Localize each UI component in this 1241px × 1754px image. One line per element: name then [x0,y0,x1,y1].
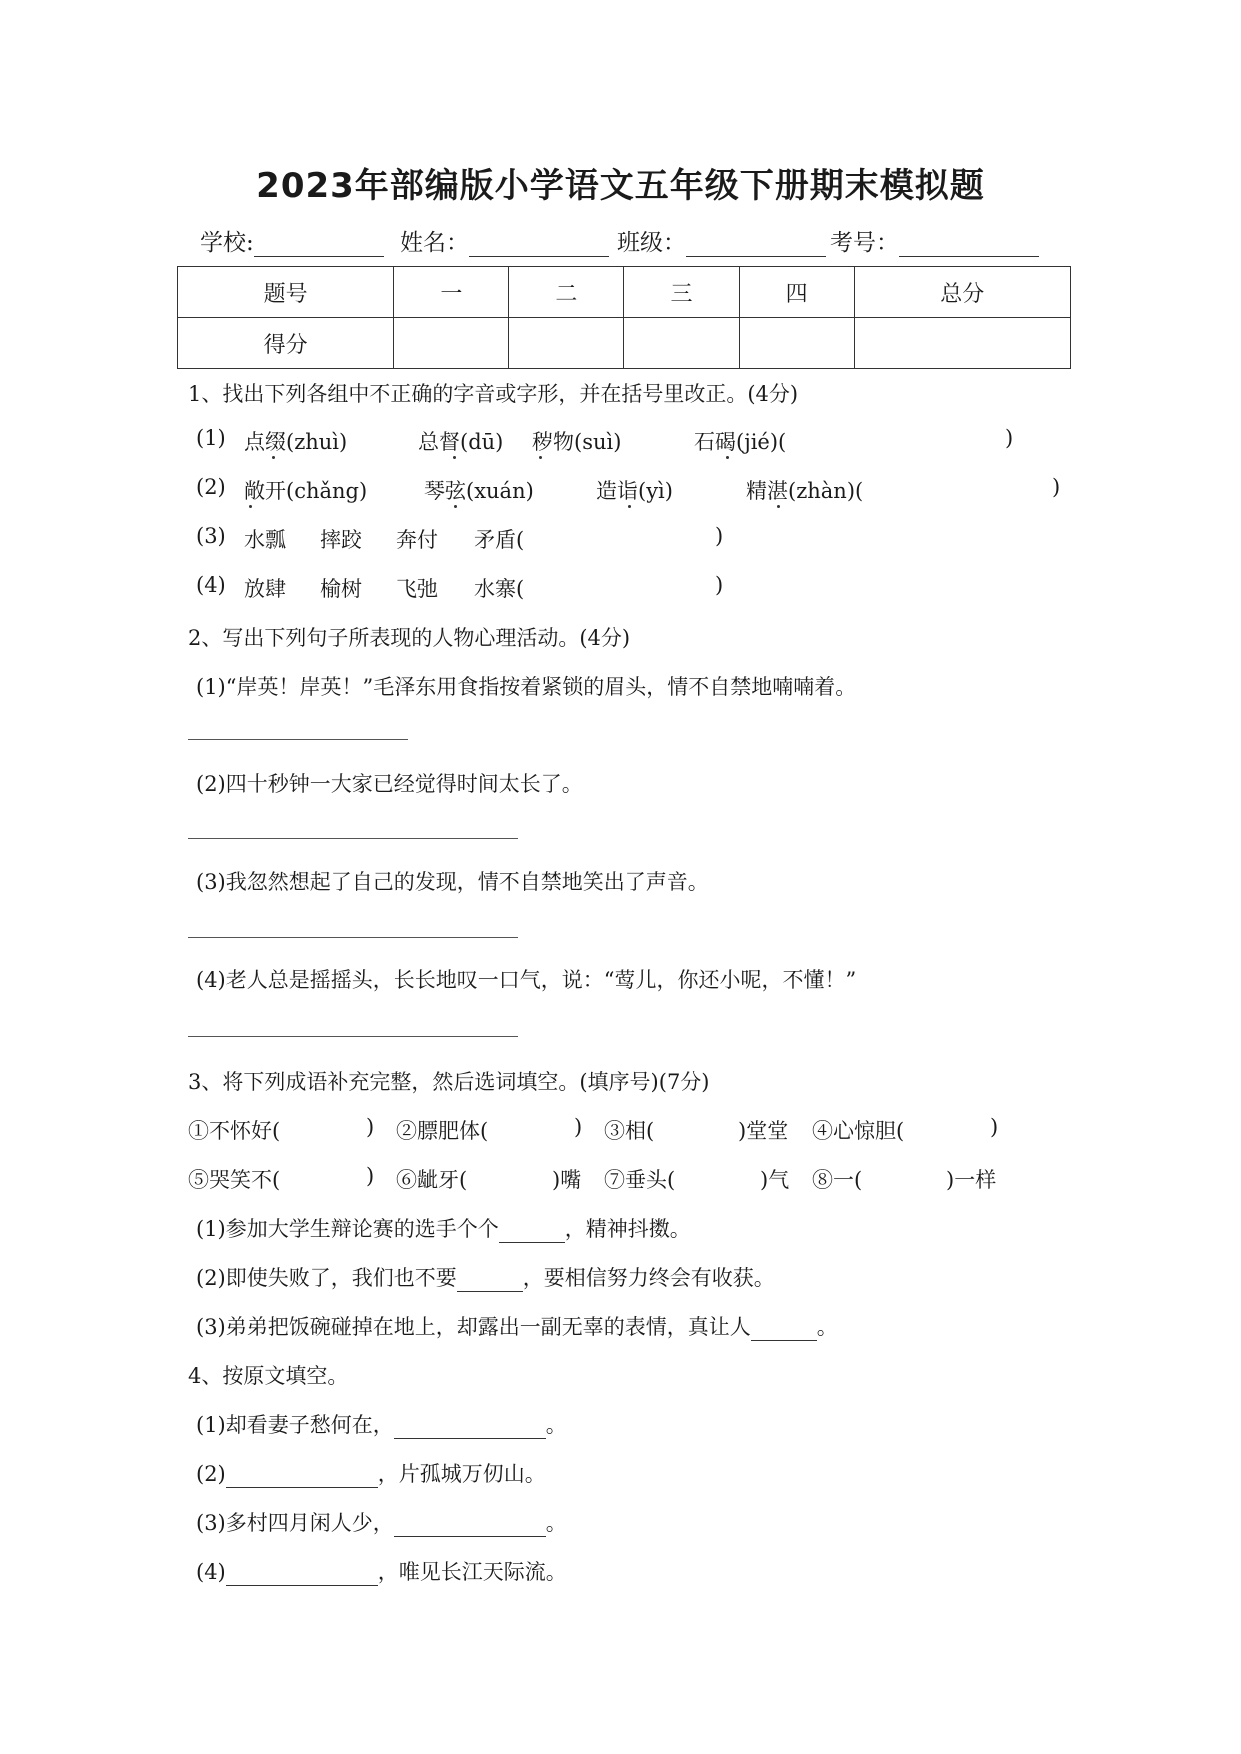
q1-row-1-num: (1) [196,426,226,450]
emphasis-dot [628,505,631,508]
score-header-cell: 四 [739,267,854,318]
q1-row-2-item-3: 造诣(yì) [596,479,673,503]
q1-row-4-item-1: 放肆 [244,577,286,601]
info-name [400,224,609,257]
q3-blank-2[interactable] [457,1271,523,1292]
name-label: 姓名： [400,230,469,256]
q3-sentence-2-after: ，要相信努力终会有收获。 [522,1266,775,1290]
idiom-4: ④心惊胆( [812,1119,905,1143]
q2-answer-line-4[interactable] [188,1036,518,1037]
q1-row-2-item-4: 精湛(zhàn)( [746,479,864,503]
q1-row-1-item-1: 点缀(zhuì) [244,430,348,454]
q3-blank-1[interactable] [499,1222,565,1243]
q1-row-4-item-3: 飞弛 [396,577,438,601]
q4-item-1 [196,1409,567,1439]
q4-item-3-before: (3)多村四月闲人少， [196,1511,394,1535]
q4-item-2-after: ，片孤城万仞山。 [377,1462,546,1486]
score-cell[interactable] [624,318,739,369]
idiom-7: ⑦垂头( [604,1168,676,1192]
q1-row-4-num: (4) [196,573,226,597]
q1-row-3-close: ) [715,524,724,548]
score-cell[interactable] [854,318,1070,369]
q3-prompt: 3、将下列成语补充完整，然后选词填空。(填序号)(7分) [188,1070,710,1094]
q4-blank-1[interactable] [394,1418,546,1439]
q1-row-1-item-2: 总督(dū) [418,430,504,454]
q1-row-2-item-1: 敞开(chǎng) [244,479,368,503]
q1-row-3-item-1: 水瓢 [244,528,286,552]
q3-sentence-3-before: (3)弟弟把饭碗碰掉在地上，却露出一副无辜的表情，真让人 [196,1315,751,1339]
idiom-8-close: )一样 [946,1168,997,1192]
info-number [830,224,1039,257]
class-field[interactable] [686,234,826,257]
idiom-3-close: )堂堂 [738,1119,789,1143]
idiom-3: ③相( [604,1119,655,1143]
info-class [617,224,826,257]
score-header-cell: 一 [394,267,509,318]
q3-sentence-1-after: ，精神抖擞。 [564,1217,691,1241]
q1-row-3-item-2: 摔跤 [320,528,362,552]
q1-row-3-num: (3) [196,524,226,548]
idiom-8: ⑧一( [812,1168,863,1192]
q4-prompt: 4、按原文填空。 [188,1364,349,1388]
q3-sentence-2-before: (2)即使失败了，我们也不要 [196,1266,457,1290]
q2-item-4: (4)老人总是摇摇头，长长地叹一口气，说：“莺儿，你还小呢，不懂！” [196,968,857,992]
q2-answer-line-2[interactable] [188,838,518,839]
q1-row-1-close: ) [1005,426,1014,450]
idiom-4-close: ) [990,1115,999,1139]
q3-sentence-1 [196,1213,691,1243]
q1-row-1-item-4: 石碣(jié)( [694,430,787,454]
q2-prompt: 2、写出下列句子所表现的人物心理活动。(4分) [188,626,631,650]
q2-answer-line-3[interactable] [188,937,518,938]
idiom-6-close: )嘴 [552,1168,582,1192]
score-header-cell: 二 [509,267,624,318]
q2-item-2: (2)四十秒钟一大家已经觉得时间太长了。 [196,772,583,796]
emphasis-dot [539,456,542,459]
score-header-cell: 三 [624,267,739,318]
school-field[interactable] [254,234,384,257]
score-table [177,266,1071,369]
q4-item-3 [196,1507,567,1537]
idiom-5: ⑤哭笑不( [188,1168,281,1192]
q4-item-2 [196,1458,546,1488]
q4-item-4-before: (4) [196,1560,226,1584]
q4-blank-4[interactable] [226,1565,378,1586]
q1-row-3-item-4: 矛盾( [474,528,525,552]
emphasis-dot [777,505,780,508]
idiom-2: ②膘肥体( [396,1119,489,1143]
q3-blank-3[interactable] [751,1320,817,1341]
score-cell[interactable] [509,318,624,369]
score-cell[interactable] [394,318,509,369]
q2-item-3: (3)我忽然想起了自己的发现，情不自禁地笑出了声音。 [196,870,709,894]
q1-row-2-item-2: 琴弦(xuán) [424,479,534,503]
name-field[interactable] [469,234,609,257]
q2-item-1: (1)“岸英！岸英！”毛泽东用食指按着紧锁的眉头，情不自禁地喃喃着。 [196,675,857,699]
q4-item-1-before: (1)却看妻子愁何在， [196,1413,394,1437]
score-row-label: 得分 [178,318,394,369]
q3-sentence-3 [196,1311,838,1341]
idiom-7-close: )气 [760,1168,790,1192]
q4-blank-2[interactable] [226,1467,378,1488]
number-field[interactable] [899,234,1039,257]
idiom-6: ⑥龇牙( [396,1168,468,1192]
school-label: 学校: [200,230,254,256]
q1-row-2-close: ) [1052,475,1061,499]
score-table-header-row [178,267,1071,318]
idiom-5-close: ) [366,1164,375,1188]
idiom-1: ①不怀好( [188,1119,281,1143]
q4-item-4 [196,1556,567,1586]
q4-item-2-before: (2) [196,1462,226,1486]
number-label: 考号： [830,230,899,256]
q4-item-1-after: 。 [545,1413,567,1437]
score-header-cell: 题号 [178,267,394,318]
class-label: 班级： [617,230,686,256]
q1-row-2-num: (2) [196,475,226,499]
q3-sentence-2 [196,1262,775,1292]
idiom-2-close: ) [574,1115,583,1139]
page-title: 2023年部编版小学语文五年级下册期末模拟题 [256,166,985,206]
emphasis-dot [726,456,729,459]
idiom-1-close: ) [366,1115,375,1139]
q1-row-3-item-3: 奔付 [396,528,438,552]
score-header-cell: 总分 [854,267,1070,318]
score-table-score-row [178,318,1071,369]
emphasis-dot [454,505,457,508]
q4-item-4-after: ，唯见长江天际流。 [377,1560,567,1584]
q3-sentence-1-before: (1)参加大学生辩论赛的选手个个 [196,1217,499,1241]
q1-row-1-item-3: 秽物(suì) [532,430,622,454]
q4-blank-3[interactable] [394,1516,546,1537]
q3-sentence-3-after: 。 [816,1315,838,1339]
info-school [200,224,384,257]
q1-row-4-item-2: 榆树 [320,577,362,601]
emphasis-dot [249,505,252,508]
q1-row-4-close: ) [715,573,724,597]
q4-item-3-after: 。 [545,1511,567,1535]
q1-prompt: 1、找出下列各组中不正确的字音或字形，并在括号里改正。(4分) [188,382,799,406]
emphasis-dot [453,456,456,459]
emphasis-dot [272,456,275,459]
q2-answer-line-1[interactable] [188,739,408,740]
q1-row-4-item-4: 水寨( [474,577,525,601]
score-cell[interactable] [739,318,854,369]
